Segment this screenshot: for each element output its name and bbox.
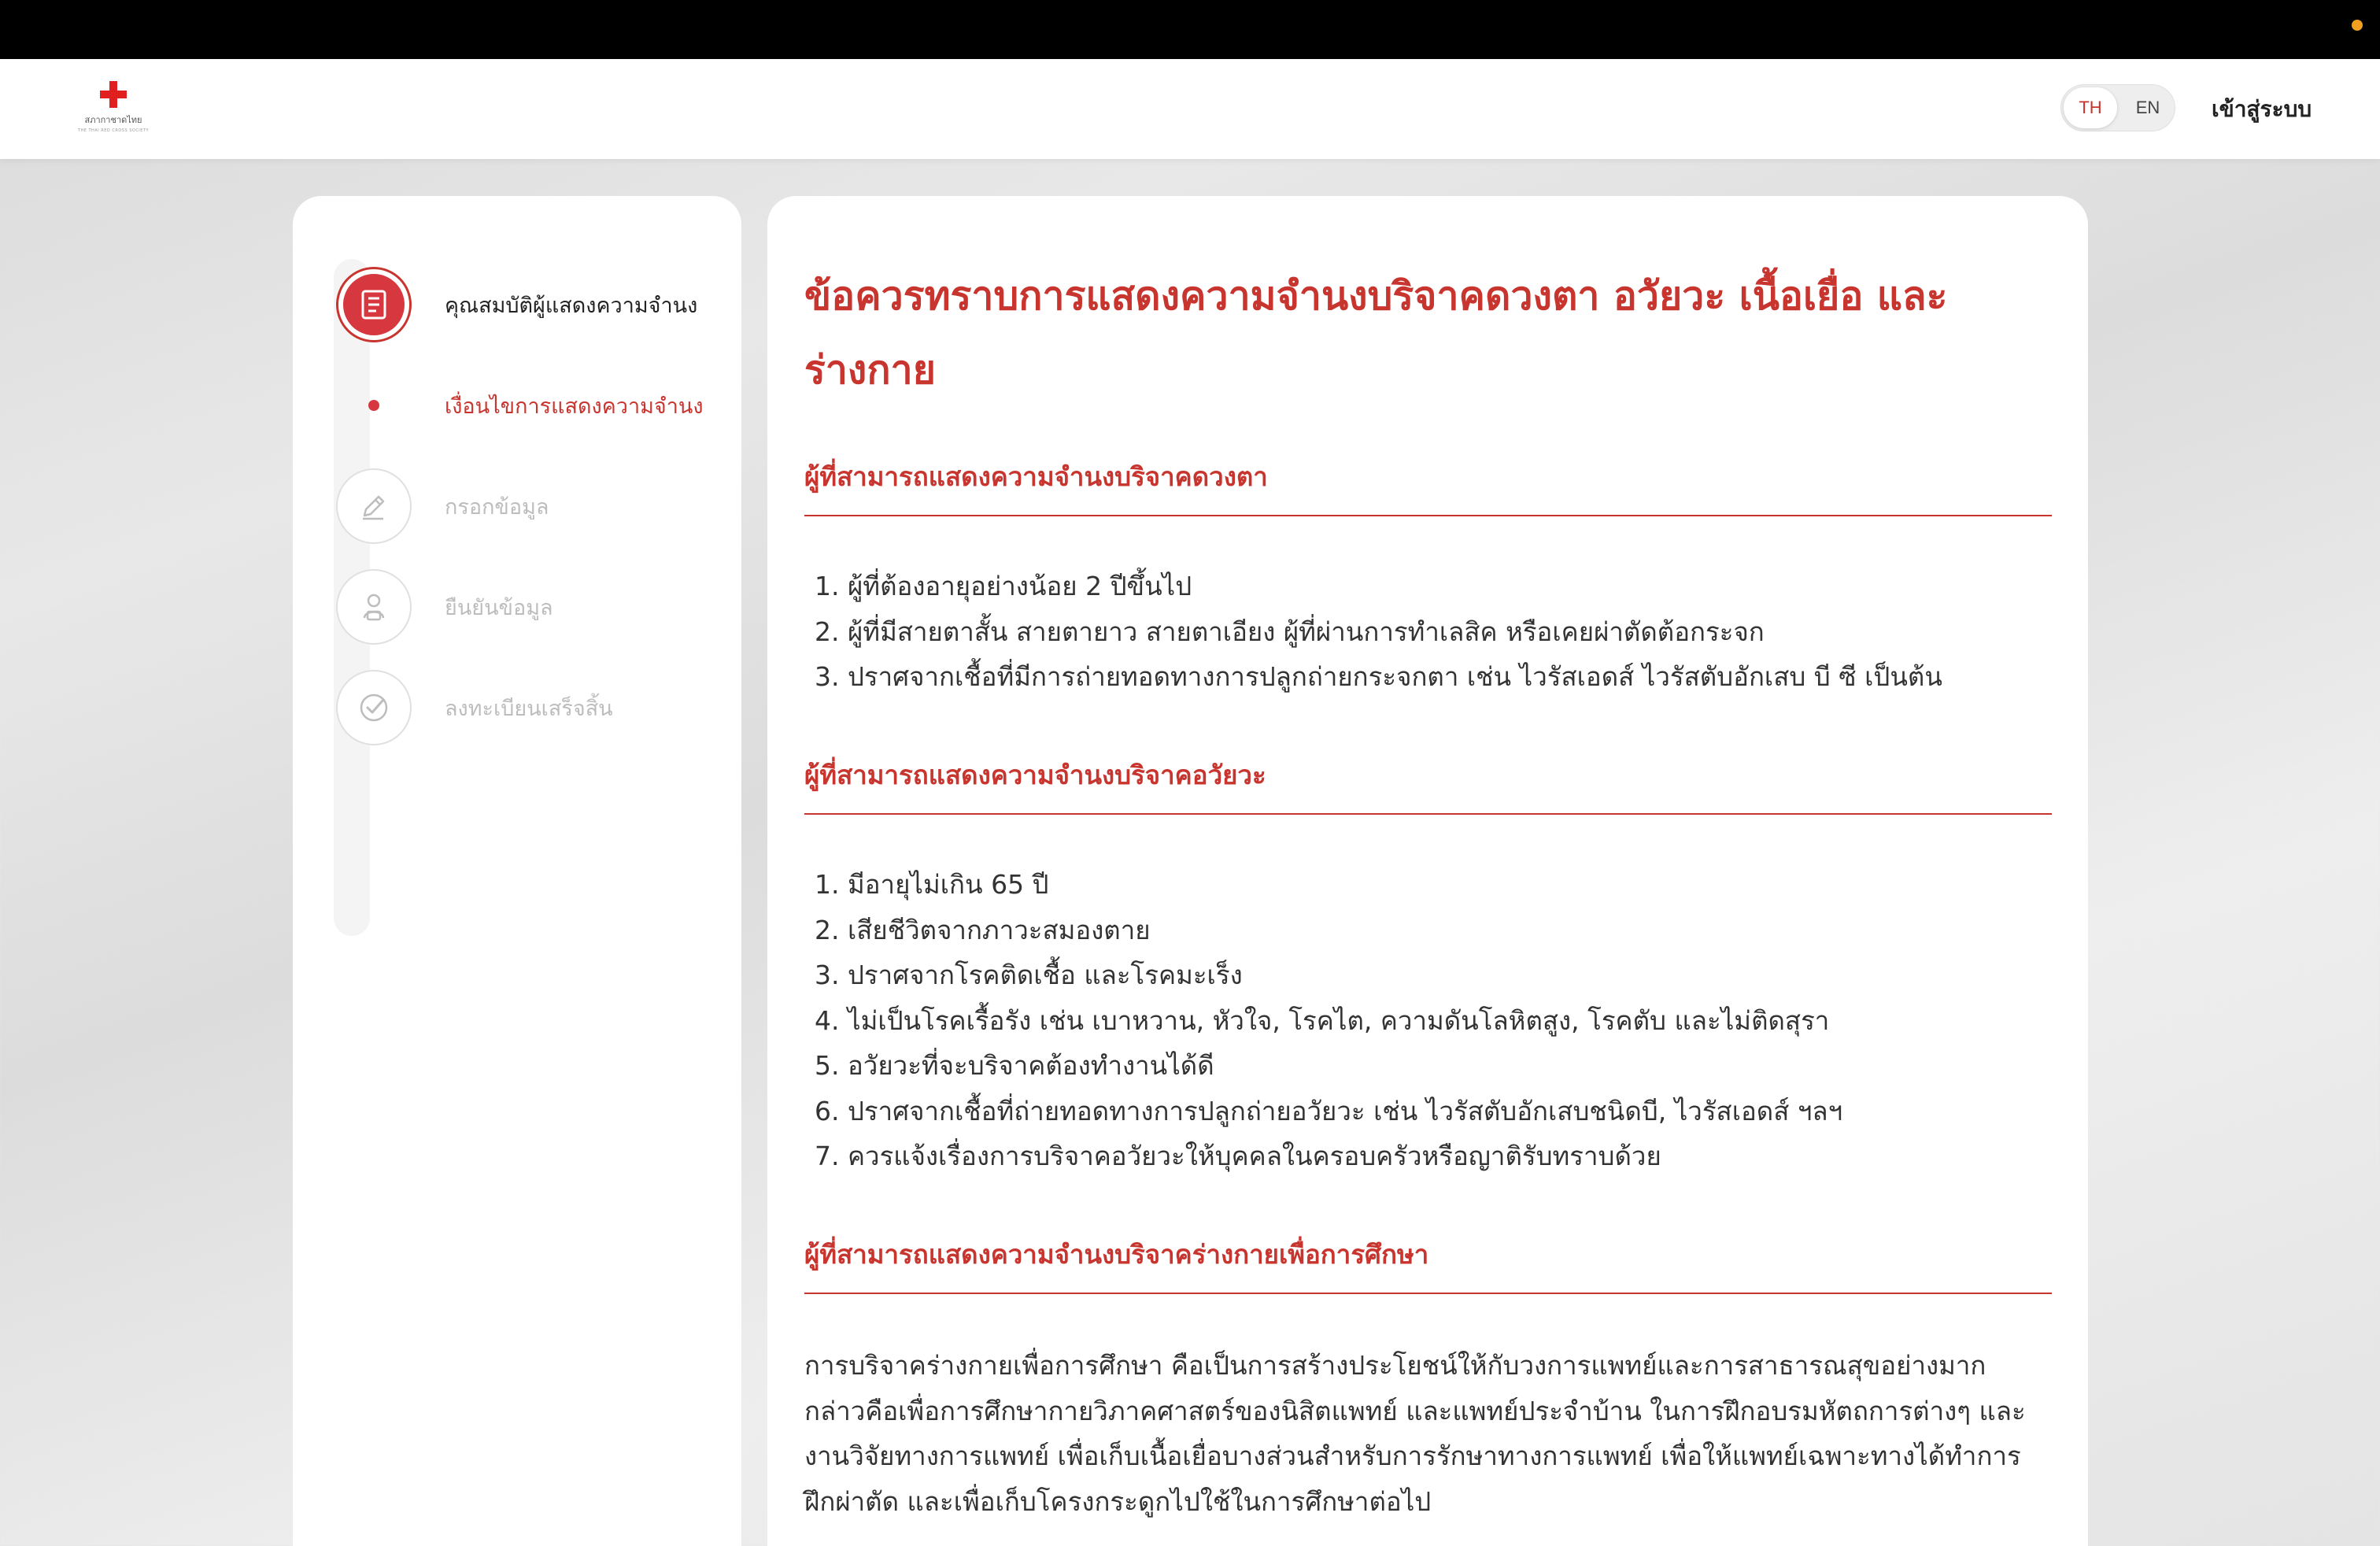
document-icon <box>343 274 405 335</box>
step-circle <box>336 670 412 745</box>
pen-icon <box>357 489 391 523</box>
check-circle-icon <box>357 690 391 725</box>
list-item: 6. ปราศจากเชื้อที่ถ่ายทอดทางการปลูกถ่ายอวัยวะ เช่น ไวรัสตับอักเสบชนิดบี, ไวรัสเอดส์ ฯลฯ <box>815 1095 1843 1126</box>
list-item: 5. อวัยวะที่จะบริจาคต้องทำงานได้ดี <box>815 1050 1214 1081</box>
site-header <box>0 59 2380 159</box>
content-card <box>767 196 2088 1546</box>
list-item: 4. ไม่เป็นโรคเรื้อรัง เช่น เบาหวาน, หัวใจ, โรคไต, ความดันโลหิตสูง, โรคตับ และไม่ติดสุรา <box>815 1004 1830 1036</box>
list-item: 1. ผู้ที่ต้องอายุอย่างน้อย 2 ปีขึ้นไป <box>815 571 1192 601</box>
language-toggle <box>2060 84 2175 131</box>
lang-en-button[interactable]: EN <box>2135 98 2160 117</box>
step-conditions[interactable] <box>336 368 706 443</box>
step-circle <box>336 267 412 342</box>
section-heading-body: ผู้ที่สามารถแสดงความจำนงบริจาคร่างกายเพื่อการศึกษา <box>804 1233 2052 1294</box>
step-label: เงื่อนไขการแสดงความจำนง <box>445 394 704 419</box>
notification-dot <box>2352 20 2363 31</box>
logo-text: สภากาชาดไทย <box>84 115 142 125</box>
lang-th-button[interactable]: TH <box>2064 87 2117 128</box>
page-title: ข้อควรทราบการแสดงความจำนงบริจาคดวงตา อวัยวะ เนื้อเยื่อ และร่างกาย <box>804 273 1948 393</box>
step-label: ลงทะเบียนเสร็จสิ้น <box>445 696 613 721</box>
step-qualifications[interactable] <box>336 267 706 342</box>
dot-icon <box>368 400 379 411</box>
step-fill-info[interactable] <box>336 468 706 544</box>
section-heading-eye: ผู้ที่สามารถแสดงความจำนงบริจาคดวงตา <box>804 456 2052 516</box>
logo-subtext: THE THAI RED CROSS SOCIETY <box>77 128 150 133</box>
list-item: 2. เสียชีวิตจากภาวะสมองตาย <box>815 914 1151 945</box>
step-circle <box>336 569 412 645</box>
list-item: 7. ควรแจ้งเรื่องการบริจาคอวัยวะให้บุคคลในครอบครัวหรือญาติรับทราบด้วย <box>815 1141 1661 1171</box>
red-cross-icon <box>100 81 127 108</box>
list-item: 3. ปราศจากโรคติดเชื้อ และโรคมะเร็ง <box>815 960 1243 990</box>
step-label: ยืนยันข้อมูล <box>445 595 553 620</box>
step-label: คุณสมบัติผู้แสดงความจำนง <box>445 293 698 318</box>
step-circle <box>336 468 412 544</box>
top-bar <box>0 0 2380 59</box>
organ-donation-list <box>815 862 2042 1179</box>
step-circle <box>336 368 412 443</box>
step-label: กรอกข้อมูล <box>445 494 549 520</box>
step-registration-complete[interactable] <box>336 670 706 745</box>
body-donation-paragraph: การบริจาคร่างกายเพื่อการศึกษา คือเป็นการสร้างประโยชน์ให้กับวงการแพทย์และการสาธารณสุขอย่างมาก กล่าวคือเพื่อการศึกษากายวิภาคศาสตร์ของนิสิตแพทย์ และแพทย์ประจำบ้าน ในการฝึกอบรมหัตถการต่างๆ และงานวิจัยทางการแพทย์ เพื่อเก็บเนื้อเยื่อบางส่วนสำหรับการรักษาทางการแพทย์ เพื่อให้แพทย์เฉพาะทางได้ทำการฝึกผ่าตัด และเพื่อเก็บโครงกระดูกไปใช้ในการศึกษาต่อไป <box>804 1350 2026 1517</box>
list-item: 3. ปราศจากเชื้อที่มีการถ่ายทอดทางการปลูกถ่ายกระจกตา เช่น ไวรัสเอดส์ ไวรัสตับอักเสบ บี ซี เป็นต้น <box>815 661 1942 692</box>
list-item: 1. มีอายุไม่เกิน 65 ปี <box>815 869 1049 900</box>
list-item: 2. ผู้ที่มีสายตาสั้น สายตายาว สายตาเอียง ผู้ที่ผ่านการทำเลสิค หรือเคยผ่าตัดต้อกระจก <box>815 616 1765 647</box>
step-confirm-info[interactable] <box>336 569 706 645</box>
eye-donation-list <box>815 564 2042 700</box>
section-heading-organ: ผู้ที่สามารถแสดงความจำนงบริจาคอวัยวะ <box>804 754 2052 815</box>
user-check-icon <box>357 590 391 624</box>
red-cross-logo[interactable] <box>77 81 150 138</box>
login-link[interactable]: เข้าสู่ระบบ <box>2212 96 2312 122</box>
steps-sidebar <box>293 196 741 1546</box>
